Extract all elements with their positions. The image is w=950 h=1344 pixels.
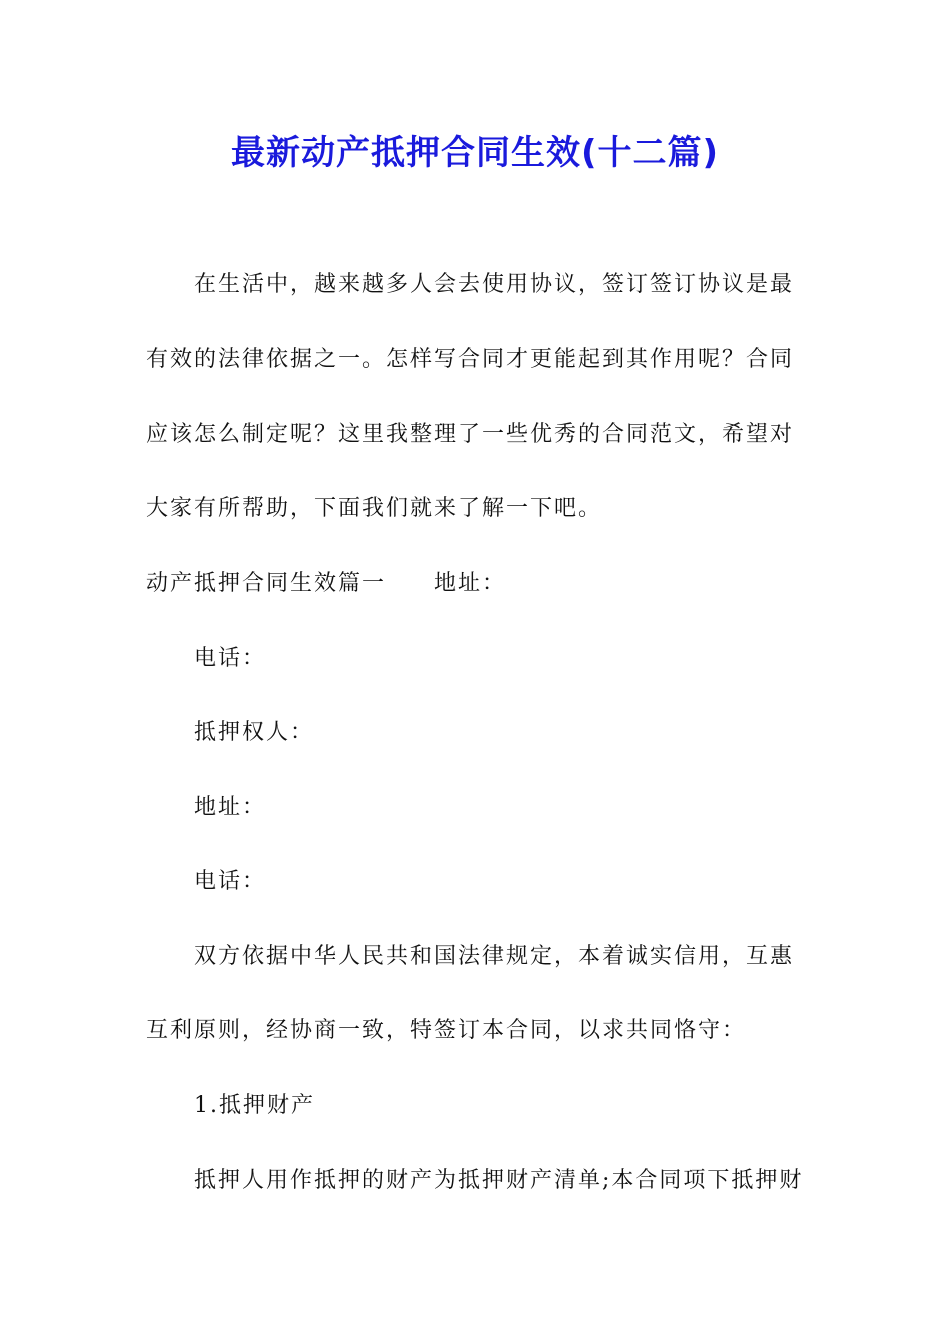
agreement-line-1: 双方依据中华人民共和国法律规定，本着诚实信用，互惠: [194, 944, 795, 969]
field-phone-2: 电话：: [194, 869, 267, 894]
document-title: 最新动产抵押合同生效(十二篇): [230, 133, 720, 173]
field-address-2: 地址：: [194, 795, 267, 820]
intro-line-3: 应该怎么制定呢？这里我整理了一些优秀的合同范文，希望对: [146, 422, 795, 447]
agreement-line-2: 互利原则，经协商一致，特签订本合同，以求共同恪守：: [146, 1018, 747, 1043]
intro-line-1: 在生活中，越来越多人会去使用协议，签订签订协议是最: [194, 272, 795, 297]
field-phone-1: 电话：: [194, 646, 267, 671]
clause-1-heading: 1.抵押财产: [194, 1093, 315, 1118]
clause-1-text-line-1: 抵押人用作抵押的财产为抵押财产清单;本合同项下抵押财: [194, 1168, 804, 1193]
intro-line-4: 大家有所帮助，下面我们就来了解一下吧。: [146, 496, 603, 521]
field-mortgagee: 抵押权人：: [194, 720, 315, 745]
intro-line-2: 有效的法律依据之一。怎样写合同才更能起到其作用呢？合同: [146, 347, 795, 372]
section-heading-line: 动产抵押合同生效篇一 地址：: [146, 571, 507, 596]
